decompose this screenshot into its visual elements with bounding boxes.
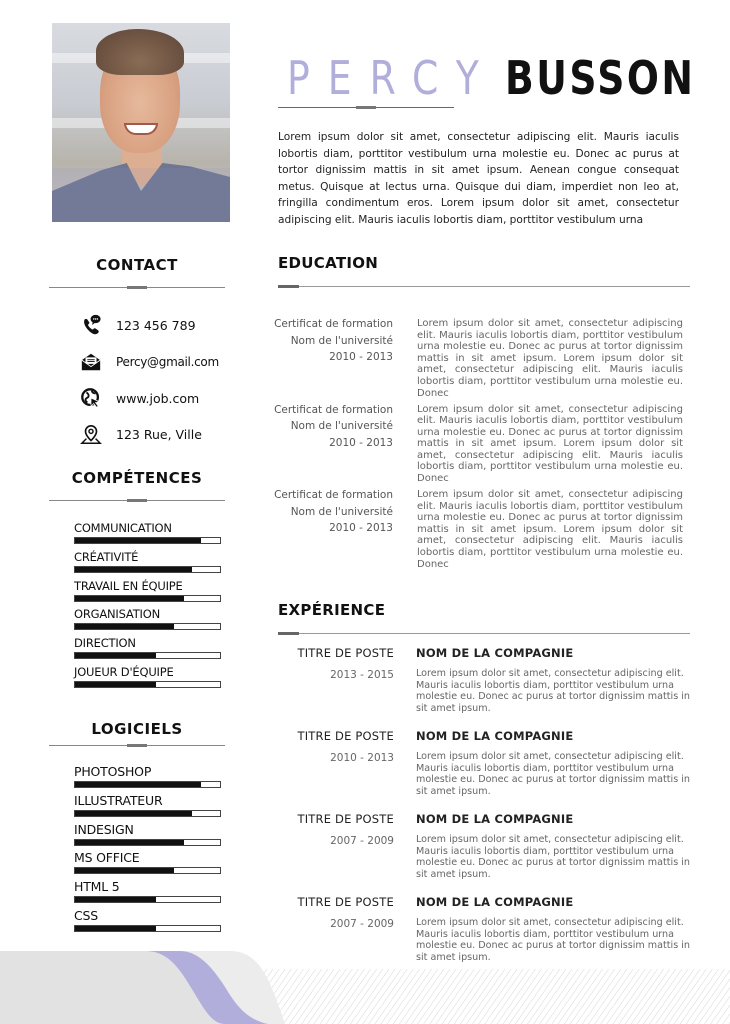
- contact-address: [80, 417, 240, 454]
- experience-dates: 2007 - 2009: [330, 918, 394, 930]
- contact-phone: [80, 307, 240, 344]
- software-divider-accent: [127, 744, 147, 747]
- skill-label: MS OFFICE: [74, 850, 140, 866]
- software-heading: LOGICIELS: [91, 720, 183, 738]
- software-item: [74, 880, 222, 909]
- education-description: Lorem ipsum dolor sit amet, consectetur adipiscing elit. Mauris iaculis lobortis diam, porttitor vestibulum urna molestie eu. Donec ac purus at tortor dignissim mattis in sit amet ipsum. Lorem ipsum dolor sit amet, consectetur adipiscing elit. Mauris iaculis lobortis diam, porttitor vestibulum urna molestie eu. Donec: [417, 489, 683, 570]
- education-school: Nom de l'université: [290, 505, 393, 518]
- globe-cursor-icon: [80, 387, 102, 409]
- education-dates: 2010 - 2013: [329, 436, 393, 449]
- education-divider: [278, 286, 690, 287]
- education-item: [270, 316, 690, 402]
- contact-address-text: 123 Rue, Ville: [116, 427, 202, 443]
- experience-meta: [270, 811, 394, 894]
- experience-dates: 2010 - 2013: [330, 752, 394, 764]
- contact-phone-text: 123 456 789: [116, 317, 196, 333]
- skill-level-bar: [74, 781, 221, 788]
- contact-heading: CONTACT: [96, 256, 178, 274]
- skills-divider-accent: [127, 499, 147, 502]
- skills-heading: COMPÉTENCES: [71, 469, 203, 487]
- skill-level-bar: [74, 595, 221, 602]
- skill-level-bar: [74, 537, 221, 544]
- skill-level-fill: [75, 926, 156, 931]
- education-degree: Certificat de formation: [274, 318, 393, 330]
- experience-title: TITRE DE POSTE: [297, 812, 394, 826]
- skill-label: ORGANISATION: [74, 607, 160, 622]
- software-item: [74, 765, 222, 794]
- education-meta: [270, 487, 393, 573]
- skill-level-fill: [75, 811, 192, 816]
- experience-item: [270, 811, 690, 894]
- education-meta: [270, 402, 393, 488]
- skill-label: JOUEUR D'ÉQUIPE: [74, 664, 174, 679]
- experience-company: NOM DE LA COMPAGNIE: [416, 646, 574, 660]
- experience-description: Lorem ipsum dolor sit amet, consectetur adipiscing elit. Mauris iaculis lobortis diam, porttitor vestibulum urna molestie eu. Donec ac purus at tortor dignissim mattis in sit amet ipsum.: [416, 668, 690, 714]
- experience-company: NOM DE LA COMPAGNIE: [416, 812, 574, 826]
- education-description: Lorem ipsum dolor sit amet, consectetur adipiscing elit. Mauris iaculis lobortis diam, porttitor vestibulum urna molestie eu. Donec ac purus at tortor dignissim mattis in sit amet ipsum. Lorem ipsum dolor sit amet, consectetur adipiscing elit. Mauris iaculis lobortis diam, porttitor vestibulum urna molestie eu. Donec: [417, 318, 683, 399]
- software-item: [74, 823, 222, 852]
- experience-title: TITRE DE POSTE: [297, 729, 394, 743]
- skill-level-bar: [74, 652, 221, 659]
- experience-body: [416, 728, 690, 811]
- experience-divider-accent: [278, 632, 299, 635]
- skill-item: [74, 579, 222, 608]
- experience-list: [270, 645, 690, 977]
- skill-level-bar: [74, 623, 221, 630]
- education-degree: Certificat de formation: [274, 489, 393, 501]
- education-list: [270, 316, 690, 573]
- skill-label: HTML 5: [74, 879, 120, 895]
- skills-list: [74, 521, 222, 694]
- contact-email: [80, 344, 240, 381]
- intro-paragraph: Lorem ipsum dolor sit amet, consectetur adipiscing elit. Mauris iaculis lobortis diam, porttitor vestibulum urna molestie eu. Donec ac purus at tortor dignissim mattis in sit amet ipsum. Aenean congue consequat metus. Quisque at lectus urna. Quisque dui diam, imperdiet non leo at, fringilla condimentum eros. Lorem ipsum dolor sit amet, consectetur adipiscing elit. Mauris iaculis lobortis diam, porttitor vestibulum urna: [278, 131, 679, 226]
- experience-meta: [270, 645, 394, 728]
- skill-label: TRAVAIL EN ÉQUIPE: [74, 578, 183, 593]
- education-item: [270, 487, 690, 573]
- experience-meta: [270, 728, 394, 811]
- skill-level-fill: [75, 868, 174, 873]
- skill-level-fill: [75, 782, 201, 787]
- skill-label: INDESIGN: [74, 821, 134, 837]
- contact-website-text[interactable]: www.job.com: [116, 390, 200, 406]
- skill-level-bar: [74, 867, 221, 874]
- first-name: PERCY: [287, 51, 497, 105]
- experience-dates: 2013 - 2015: [330, 669, 394, 681]
- location-pin-icon: [80, 424, 102, 446]
- software-item: [74, 851, 222, 880]
- experience-company: NOM DE LA COMPAGNIE: [416, 729, 574, 743]
- skill-item: [74, 607, 222, 636]
- skill-level-fill: [75, 624, 174, 629]
- skill-label: DIRECTION: [74, 636, 136, 651]
- candidate-name: [287, 48, 695, 108]
- experience-description: Lorem ipsum dolor sit amet, consectetur adipiscing elit. Mauris iaculis lobortis diam, porttitor vestibulum urna molestie eu. Donec ac purus at tortor dignissim mattis in sit amet ipsum.: [416, 917, 690, 963]
- experience-dates: 2007 - 2009: [330, 835, 394, 847]
- profile-photo: [52, 23, 230, 222]
- experience-body: [416, 811, 690, 894]
- skill-level-bar: [74, 566, 221, 573]
- photo-hair: [96, 29, 184, 75]
- education-description: Lorem ipsum dolor sit amet, consectetur adipiscing elit. Mauris iaculis lobortis diam, porttitor vestibulum urna molestie eu. Donec ac purus at tortor dignissim mattis in sit amet ipsum. Lorem ipsum dolor sit amet, consectetur adipiscing elit. Mauris iaculis lobortis diam, porttitor vestibulum urna molestie eu. Donec: [417, 403, 683, 485]
- experience-body: [416, 645, 690, 728]
- contact-list: [80, 307, 240, 453]
- skill-item: [74, 550, 222, 579]
- skill-level-bar: [74, 896, 221, 903]
- experience-description: Lorem ipsum dolor sit amet, consectetur adipiscing elit. Mauris iaculis lobortis diam, porttitor vestibulum urna molestie eu. Donec ac purus at tortor dignissim mattis in sit amet ipsum.: [416, 751, 690, 797]
- last-name: BUSSON: [505, 51, 696, 105]
- experience-item: [270, 728, 690, 811]
- education-degree: Certificat de formation: [274, 403, 393, 416]
- contact-website: [80, 380, 240, 417]
- skill-label: ILLUSTRATEUR: [74, 792, 163, 808]
- education-meta: [270, 316, 393, 402]
- software-item: [74, 794, 222, 823]
- education-heading: EDUCATION: [278, 254, 379, 272]
- software-item: [74, 909, 222, 938]
- skill-level-bar: [74, 681, 221, 688]
- skill-level-bar: [74, 839, 221, 846]
- skill-level-fill: [75, 682, 156, 687]
- experience-heading: EXPÉRIENCE: [278, 601, 386, 619]
- skill-item: [74, 521, 222, 550]
- footer-decoration: [0, 940, 730, 1024]
- skill-level-fill: [75, 897, 156, 902]
- education-school: Nom de l'université: [290, 334, 393, 347]
- name-divider-accent: [356, 106, 376, 109]
- skill-label: CRÉATIVITÉ: [74, 549, 139, 564]
- experience-divider: [278, 633, 690, 634]
- skill-level-bar: [74, 810, 221, 817]
- skill-label: CSS: [74, 907, 98, 923]
- experience-item: [270, 645, 690, 728]
- experience-company: NOM DE LA COMPAGNIE: [416, 895, 574, 909]
- contact-divider-accent: [127, 286, 147, 289]
- envelope-icon: [80, 351, 102, 373]
- education-dates: 2010 - 2013: [329, 522, 393, 534]
- skill-level-fill: [75, 653, 156, 658]
- education-dates: 2010 - 2013: [329, 351, 393, 363]
- experience-title: TITRE DE POSTE: [297, 646, 394, 660]
- skill-level-fill: [75, 567, 192, 572]
- skill-item: [74, 636, 222, 665]
- photo-tint: [52, 168, 230, 222]
- education-item: [270, 402, 690, 488]
- experience-description: Lorem ipsum dolor sit amet, consectetur adipiscing elit. Mauris iaculis lobortis diam, porttitor vestibulum urna molestie eu. Donec ac purus at tortor dignissim mattis in sit amet ipsum.: [416, 834, 690, 880]
- phone-chat-icon: [80, 314, 102, 336]
- software-list: [74, 765, 222, 938]
- contact-email-text[interactable]: Percy@gmail.com: [116, 354, 219, 369]
- skill-level-bar: [74, 925, 221, 932]
- education-divider-accent: [278, 285, 299, 288]
- skill-label: COMMUNICATION: [74, 521, 172, 535]
- skill-level-fill: [75, 840, 184, 845]
- skill-level-fill: [75, 596, 184, 601]
- skill-level-fill: [75, 538, 201, 543]
- experience-title: TITRE DE POSTE: [297, 895, 394, 909]
- skill-label: PHOTOSHOP: [74, 764, 152, 779]
- skill-item: [74, 665, 222, 694]
- education-school: Nom de l'université: [290, 420, 393, 432]
